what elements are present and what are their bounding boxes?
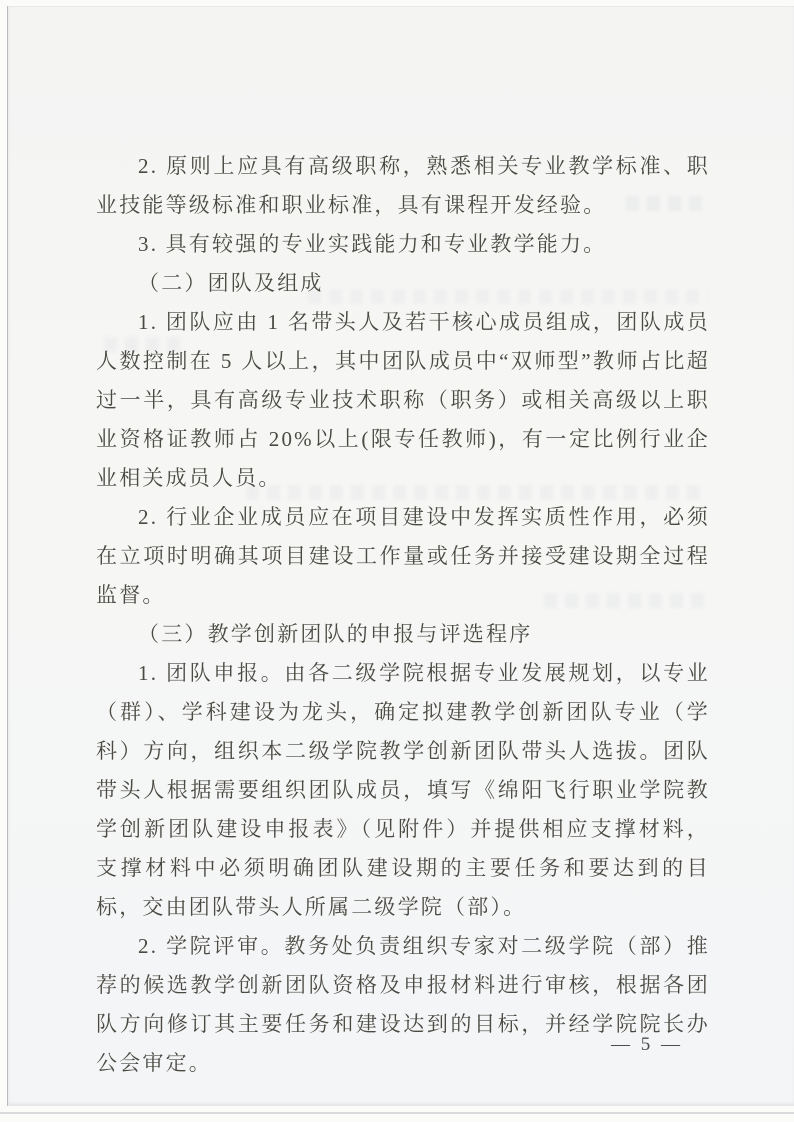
paragraph-industry-members: 2. 行业企业成员应在项目建设中发挥实质性作用，必须在立项时明确其项目建设工作量或任务并接受建设期全过程监督。 xyxy=(96,505,710,607)
paragraph-team-composition: 1. 团队应由 1 名带头人及若干核心成员组成，团队成员人数控制在 5 人以上，其中团队成员中“双师型”教师占比超过一半，具有高级专业技术职称（职务）或相关高级以上职业资格证教师占 20%以上(限专任教师)，有一定比例行业企业相关成员人员。 xyxy=(96,310,710,490)
paragraph-team-application: 1. 团队申报。由各二级学院根据专业发展规划，以专业（群）、学科建设为龙头，确定拟建教学创新团队专业（学科）方向，组织本二级学院教学创新团队带头人选拔。团队带头人根据需要组织团队成员，填写《绵阳飞行职业学院教学创新团队建设申报表》（见附件）并提供相应支撑材料，支撑材料中必须明确团队建设期的主要任务和要达到的目标，交由团队带头人所属二级学院（部）。 xyxy=(96,661,710,919)
document-body xyxy=(96,147,710,1083)
paragraph-college-review: 2. 学院评审。教务处负责组织专家对二级学院（部）推荐的候选教学创新团队资格及申报材料进行审核，根据各团队方向修订其主要任务和建设达到的目标，并经学院院长办公会审定。 xyxy=(96,934,710,1075)
scan-edge-artifact xyxy=(0,1112,794,1114)
scanned-page xyxy=(7,6,794,1106)
page-number: — 5 — xyxy=(611,1034,683,1055)
section-heading-team-composition: （二）团队及组成 xyxy=(138,271,324,295)
section-heading-application-procedure: （三）教学创新团队的申报与评选程序 xyxy=(138,622,533,646)
paragraph-leader-requirement-2: 2. 原则上应具有高级职称，熟悉相关专业教学标准、职业技能等级标准和职业标准，具有课程开发经验。 xyxy=(96,154,710,217)
paragraph-leader-requirement-3: 3. 具有较强的专业实践能力和专业教学能力。 xyxy=(138,232,607,256)
